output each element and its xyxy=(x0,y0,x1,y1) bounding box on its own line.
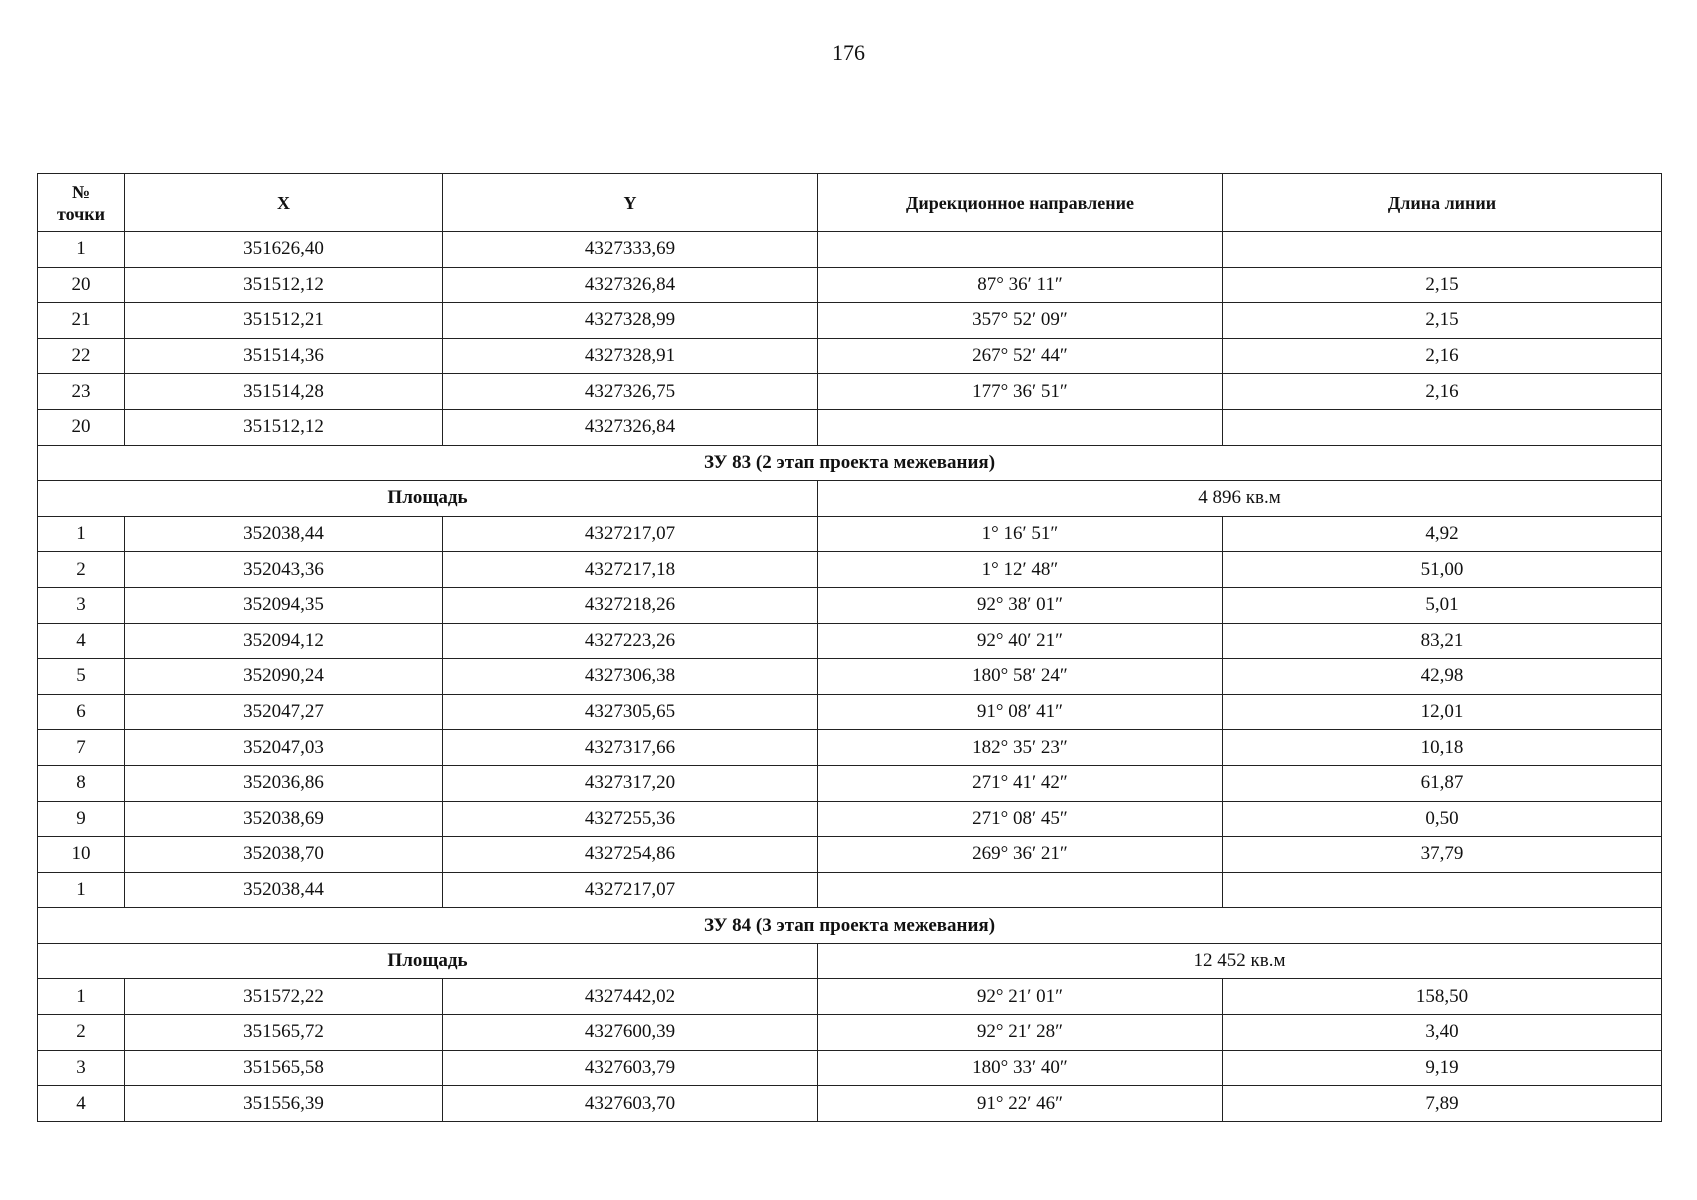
y-cell: 4327223,26 xyxy=(443,623,818,659)
point-number-cell: 20 xyxy=(38,409,125,445)
point-number-cell: 1 xyxy=(38,516,125,552)
table-row xyxy=(38,587,1662,623)
y-cell: 4327442,02 xyxy=(443,979,818,1015)
direction-cell xyxy=(818,409,1223,445)
x-cell: 352094,35 xyxy=(125,587,443,623)
y-cell: 4327317,20 xyxy=(443,765,818,801)
line-length-cell: 7,89 xyxy=(1223,1086,1662,1122)
table-row xyxy=(38,267,1662,303)
header-x-label: X xyxy=(277,192,290,213)
point-number-cell: 3 xyxy=(38,1050,125,1086)
y-cell: 4327255,36 xyxy=(443,801,818,837)
header-point-number xyxy=(38,174,125,232)
line-length-cell xyxy=(1223,232,1662,268)
line-length-cell: 42,98 xyxy=(1223,659,1662,695)
direction-cell: 182° 35′ 23″ xyxy=(818,730,1223,766)
page-number: 176 xyxy=(832,40,865,65)
header-y xyxy=(443,174,818,232)
y-cell: 4327333,69 xyxy=(443,232,818,268)
line-length-cell: 2,16 xyxy=(1223,338,1662,374)
section-title-row xyxy=(38,445,1662,481)
direction-cell: 267° 52′ 44″ xyxy=(818,338,1223,374)
x-cell: 351514,36 xyxy=(125,338,443,374)
table-row xyxy=(38,730,1662,766)
direction-cell: 91° 08′ 41″ xyxy=(818,694,1223,730)
direction-cell: 271° 08′ 45″ xyxy=(818,801,1223,837)
y-cell: 4327218,26 xyxy=(443,587,818,623)
x-cell: 351512,21 xyxy=(125,303,443,339)
table-row xyxy=(38,659,1662,695)
point-number-cell: 6 xyxy=(38,694,125,730)
x-cell: 352038,70 xyxy=(125,837,443,873)
y-cell: 4327305,65 xyxy=(443,694,818,730)
point-number-cell: 8 xyxy=(38,765,125,801)
table-row xyxy=(38,979,1662,1015)
line-length-cell: 83,21 xyxy=(1223,623,1662,659)
x-cell: 352094,12 xyxy=(125,623,443,659)
point-number-cell: 1 xyxy=(38,979,125,1015)
direction-cell: 87° 36′ 11″ xyxy=(818,267,1223,303)
table-body xyxy=(38,232,1662,1122)
header-line-length-label: Длина линии xyxy=(1387,192,1497,213)
x-cell: 351626,40 xyxy=(125,232,443,268)
table-row xyxy=(38,1086,1662,1122)
x-cell: 351556,39 xyxy=(125,1086,443,1122)
y-cell: 4327603,70 xyxy=(443,1086,818,1122)
x-cell: 351565,72 xyxy=(125,1015,443,1051)
direction-cell: 269° 36′ 21″ xyxy=(818,837,1223,873)
table-row xyxy=(38,516,1662,552)
y-cell: 4327600,39 xyxy=(443,1015,818,1051)
x-cell: 351572,22 xyxy=(125,979,443,1015)
line-length-cell: 0,50 xyxy=(1223,801,1662,837)
line-length-cell: 61,87 xyxy=(1223,765,1662,801)
x-cell: 351565,58 xyxy=(125,1050,443,1086)
x-cell: 352038,69 xyxy=(125,801,443,837)
table-header-row xyxy=(38,174,1662,232)
direction-cell: 92° 21′ 01″ xyxy=(818,979,1223,1015)
y-cell: 4327217,18 xyxy=(443,552,818,588)
point-number-cell: 1 xyxy=(38,872,125,908)
line-length-cell: 37,79 xyxy=(1223,837,1662,873)
line-length-cell xyxy=(1223,872,1662,908)
direction-cell: 91° 22′ 46″ xyxy=(818,1086,1223,1122)
point-number-cell: 2 xyxy=(38,1015,125,1051)
header-direction xyxy=(818,174,1223,232)
table-row xyxy=(38,1050,1662,1086)
y-cell: 4327326,75 xyxy=(443,374,818,410)
table-row xyxy=(38,801,1662,837)
area-value: 4 896 кв.м xyxy=(818,481,1662,517)
line-length-cell: 2,15 xyxy=(1223,267,1662,303)
x-cell: 352090,24 xyxy=(125,659,443,695)
direction-cell: 180° 58′ 24″ xyxy=(818,659,1223,695)
y-cell: 4327603,79 xyxy=(443,1050,818,1086)
line-length-cell: 51,00 xyxy=(1223,552,1662,588)
point-number-cell: 1 xyxy=(38,232,125,268)
x-cell: 352047,27 xyxy=(125,694,443,730)
coordinates-table xyxy=(37,173,1662,1122)
direction-cell: 271° 41′ 42″ xyxy=(818,765,1223,801)
x-cell: 352047,03 xyxy=(125,730,443,766)
y-cell: 4327306,38 xyxy=(443,659,818,695)
table-row xyxy=(38,1015,1662,1051)
direction-cell: 1° 12′ 48″ xyxy=(818,552,1223,588)
table-row xyxy=(38,374,1662,410)
table-row xyxy=(38,694,1662,730)
direction-cell: 357° 52′ 09″ xyxy=(818,303,1223,339)
y-cell: 4327326,84 xyxy=(443,409,818,445)
line-length-cell: 2,15 xyxy=(1223,303,1662,339)
header-y-label: Y xyxy=(623,192,637,213)
table-row xyxy=(38,623,1662,659)
table-row xyxy=(38,409,1662,445)
point-number-cell: 4 xyxy=(38,623,125,659)
direction-cell xyxy=(818,232,1223,268)
header-direction-label: Дирекционное направление xyxy=(906,192,1134,213)
point-number-cell: 10 xyxy=(38,837,125,873)
area-label: Площадь xyxy=(38,481,818,517)
direction-cell: 180° 33′ 40″ xyxy=(818,1050,1223,1086)
point-number-cell: 9 xyxy=(38,801,125,837)
direction-cell: 92° 21′ 28″ xyxy=(818,1015,1223,1051)
section-title: ЗУ 83 (2 этап проекта межевания) xyxy=(38,445,1662,481)
table-row xyxy=(38,552,1662,588)
area-label: Площадь xyxy=(38,943,818,979)
line-length-cell: 5,01 xyxy=(1223,587,1662,623)
table-row xyxy=(38,872,1662,908)
point-number-cell: 21 xyxy=(38,303,125,339)
x-cell: 352043,36 xyxy=(125,552,443,588)
area-value: 12 452 кв.м xyxy=(818,943,1662,979)
table-row xyxy=(38,765,1662,801)
line-length-cell: 3,40 xyxy=(1223,1015,1662,1051)
y-cell: 4327328,99 xyxy=(443,303,818,339)
y-cell: 4327317,66 xyxy=(443,730,818,766)
point-number-cell: 7 xyxy=(38,730,125,766)
x-cell: 351512,12 xyxy=(125,409,443,445)
point-number-cell: 4 xyxy=(38,1086,125,1122)
direction-cell: 92° 38′ 01″ xyxy=(818,587,1223,623)
y-cell: 4327217,07 xyxy=(443,872,818,908)
y-cell: 4327254,86 xyxy=(443,837,818,873)
table-row xyxy=(38,338,1662,374)
header-x xyxy=(125,174,443,232)
point-number-cell: 22 xyxy=(38,338,125,374)
header-line-length xyxy=(1223,174,1662,232)
line-length-cell: 2,16 xyxy=(1223,374,1662,410)
y-cell: 4327217,07 xyxy=(443,516,818,552)
direction-cell: 92° 40′ 21″ xyxy=(818,623,1223,659)
x-cell: 352036,86 xyxy=(125,765,443,801)
direction-cell: 1° 16′ 51″ xyxy=(818,516,1223,552)
y-cell: 4327328,91 xyxy=(443,338,818,374)
point-number-cell: 2 xyxy=(38,552,125,588)
line-length-cell: 158,50 xyxy=(1223,979,1662,1015)
line-length-cell: 9,19 xyxy=(1223,1050,1662,1086)
table-row xyxy=(38,232,1662,268)
x-cell: 351514,28 xyxy=(125,374,443,410)
section-area-row xyxy=(38,943,1662,979)
line-length-cell: 12,01 xyxy=(1223,694,1662,730)
section-title: ЗУ 84 (3 этап проекта межевания) xyxy=(38,908,1662,944)
y-cell: 4327326,84 xyxy=(443,267,818,303)
line-length-cell: 4,92 xyxy=(1223,516,1662,552)
x-cell: 351512,12 xyxy=(125,267,443,303)
point-number-cell: 5 xyxy=(38,659,125,695)
point-number-cell: 23 xyxy=(38,374,125,410)
point-number-cell: 20 xyxy=(38,267,125,303)
point-number-cell: 3 xyxy=(38,587,125,623)
x-cell: 352038,44 xyxy=(125,872,443,908)
direction-cell xyxy=(818,872,1223,908)
line-length-cell xyxy=(1223,409,1662,445)
x-cell: 352038,44 xyxy=(125,516,443,552)
section-area-row xyxy=(38,481,1662,517)
direction-cell: 177° 36′ 51″ xyxy=(818,374,1223,410)
section-title-row xyxy=(38,908,1662,944)
line-length-cell: 10,18 xyxy=(1223,730,1662,766)
table-row xyxy=(38,303,1662,339)
table-row xyxy=(38,837,1662,873)
header-point-number-label: № точки xyxy=(56,181,106,224)
